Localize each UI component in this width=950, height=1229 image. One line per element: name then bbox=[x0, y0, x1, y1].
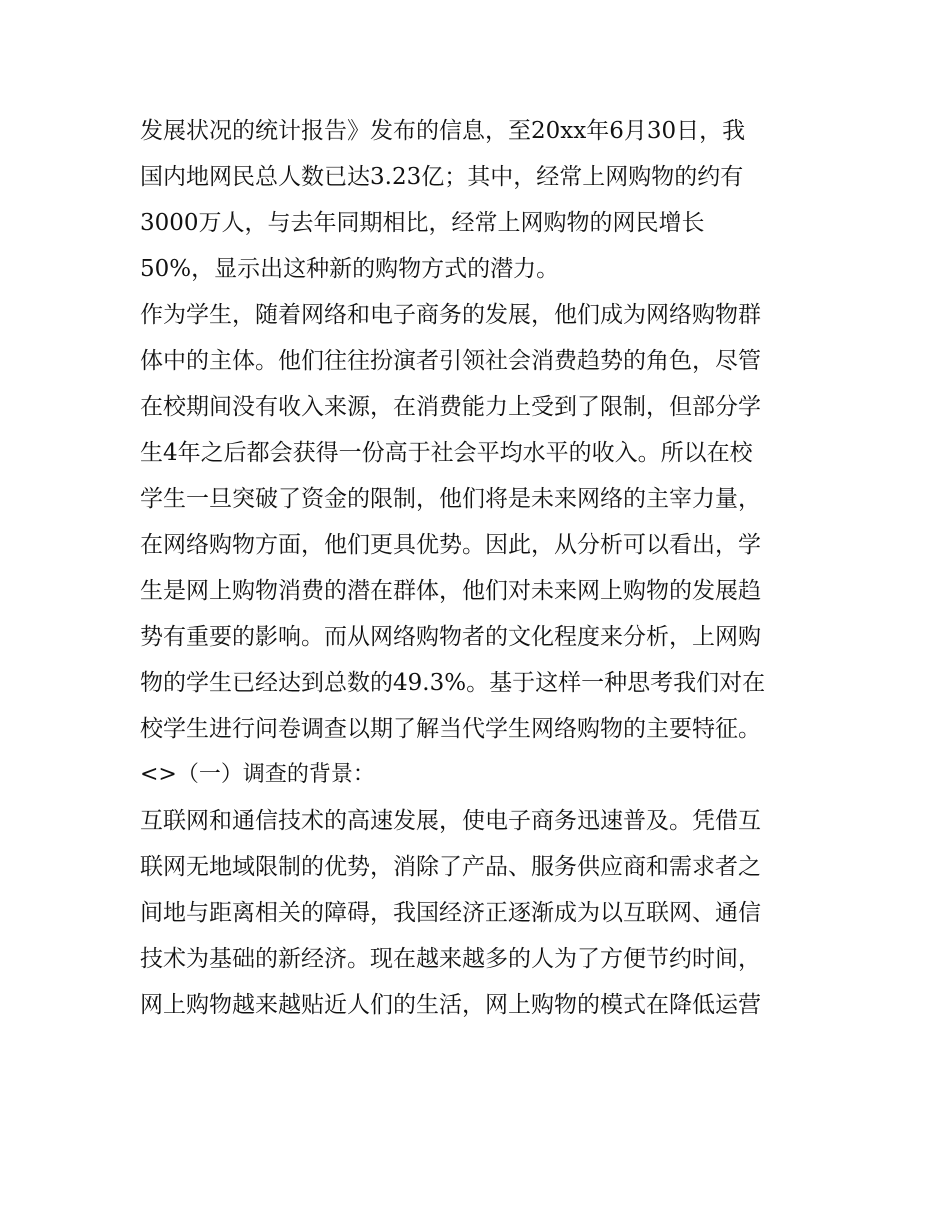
text-line: 50%，显示出这种新的购物方式的潜力。 bbox=[140, 256, 560, 282]
text-line: 技术为基础的新经济。现在越来越多的人为了方便节约时间， bbox=[140, 946, 761, 972]
text-line: 国内地网民总人数已达3.23亿；其中，经常上网购物的约有 bbox=[140, 164, 744, 190]
text-line: 校学生进行问卷调查以期了解当代学生网络购物的主要特征。 bbox=[140, 716, 761, 742]
text-line: 间地与距离相关的障碍，我国经济正逐渐成为以互联网、通信 bbox=[140, 900, 761, 926]
text-line: 互联网和通信技术的高速发展，使电子商务迅速普及。凭借互 bbox=[140, 808, 761, 834]
text-line: 在网络购物方面，他们更具优势。因此，从分析可以看出，学 bbox=[140, 532, 761, 558]
text-line: 学生一旦突破了资金的限制，他们将是未来网络的主宰力量， bbox=[140, 486, 761, 512]
body-text bbox=[140, 108, 820, 1028]
text-line: 联网无地域限制的优势，消除了产品、服务供应商和需求者之 bbox=[140, 854, 761, 880]
text-line: 生是网上购物消费的潜在群体，他们对未来网上购物的发展趋 bbox=[140, 578, 761, 604]
text-line: 势有重要的影响。而从网络购物者的文化程度来分析，上网购 bbox=[140, 624, 761, 650]
text-line: 在校期间没有收入来源，在消费能力上受到了限制，但部分学 bbox=[140, 394, 761, 420]
text-line: 3000万人，与去年同期相比，经常上网购物的网民增长 bbox=[140, 210, 705, 236]
text-line: 作为学生，随着网络和电子商务的发展，他们成为网络购物群 bbox=[140, 302, 761, 328]
text-line: 物的学生已经达到总数的49.3%。基于这样一种思考我们对在 bbox=[140, 670, 766, 696]
text-line: 网上购物越来越贴近人们的生活，网上购物的模式在降低运营 bbox=[140, 992, 761, 1018]
text-line: 生4年之后都会获得一份高于社会平均水平的收入。所以在校 bbox=[140, 440, 753, 466]
text-line: 体中的主体。他们往往扮演者引领社会消费趋势的角色，尽管 bbox=[140, 348, 761, 374]
text-line: 发展状况的统计报告》发布的信息，至20xx年6月30日，我 bbox=[140, 118, 746, 144]
section-heading: <>（一）调查的背景： bbox=[140, 762, 375, 787]
